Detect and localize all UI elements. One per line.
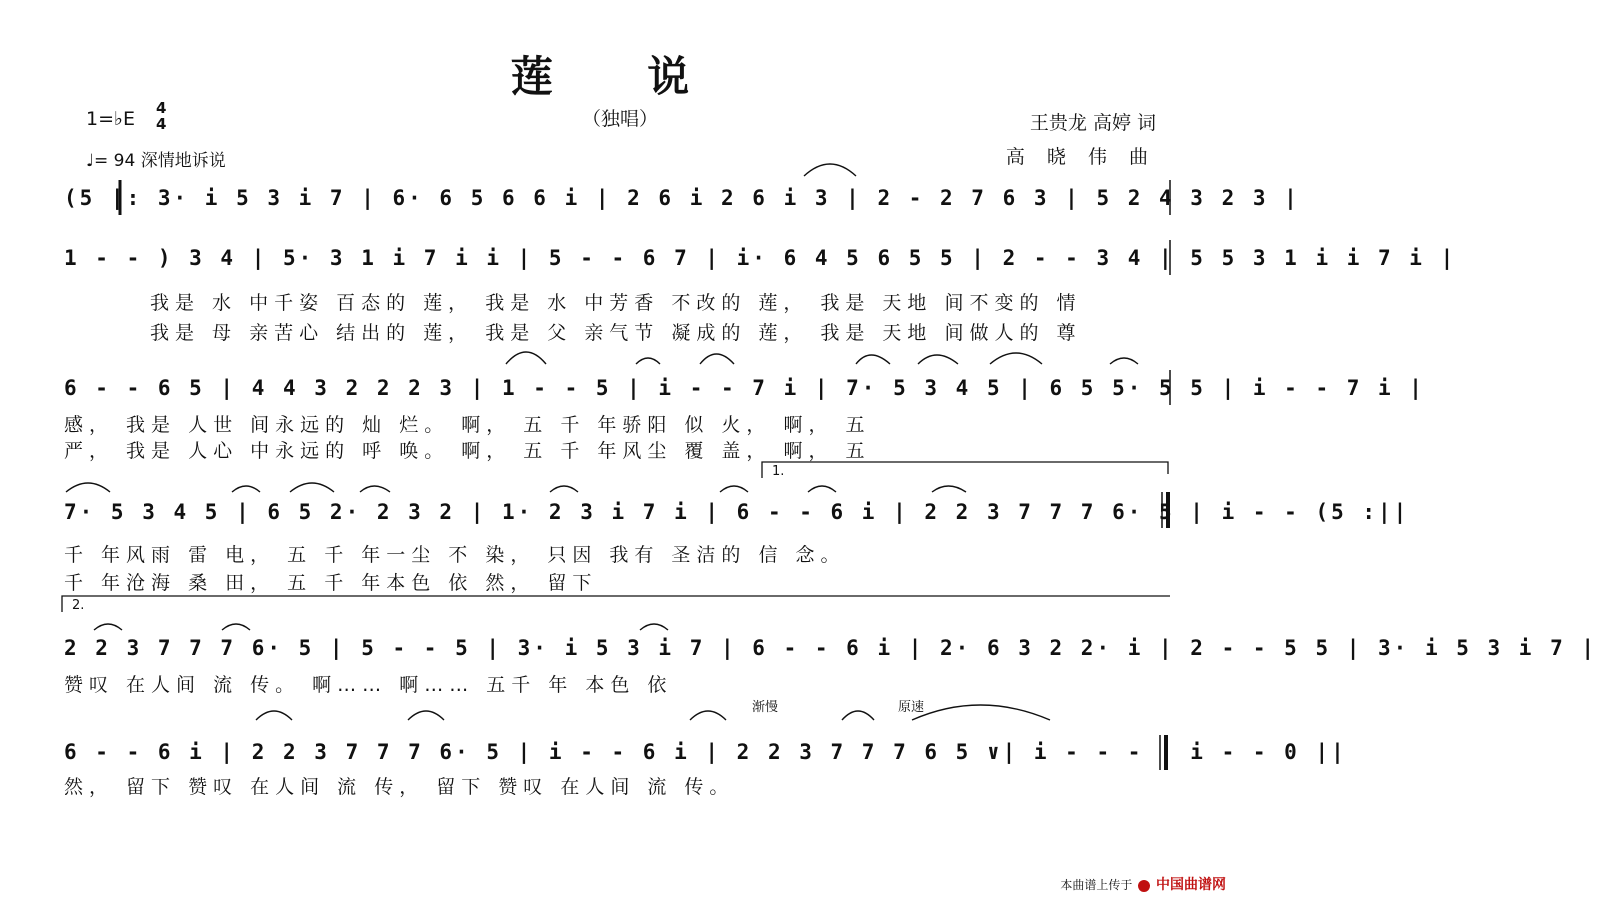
- volta-1-label: 1.: [772, 464, 785, 479]
- lyric-line-4a: 千 年风雨 雷 电， 五 千 年一尘 不 染， 只因 我有 圣洁的 信 念。: [64, 544, 846, 566]
- lyricist-credit: 王贵龙 高婷 词: [1029, 112, 1156, 134]
- lyric-line-4b: 千 年沧海 桑 田， 五 千 年本色 依 然， 留下: [64, 572, 598, 594]
- composer-credit: 高 晓 伟 曲: [1005, 146, 1156, 168]
- upload-credit: [1060, 874, 1226, 894]
- notation-system-6: 6 - - 6 i | 2 2 3 7 7 7 6· 5 | i - - 6 i | 2 2 3 7 7 7 6 5 ∨| i - - - | i - - 0 ||: [64, 740, 1347, 764]
- tempo-marking: ♩= 94 深情地诉说: [86, 151, 226, 171]
- volta-2-label: 2.: [72, 598, 85, 613]
- time-signature-bottom: 4: [156, 115, 167, 133]
- site-brand: 中国曲谱网: [1156, 877, 1226, 893]
- site-logo-icon: [1138, 880, 1150, 892]
- lyric-line-3b: 严， 我是 人心 中永远的 呼 唤。 啊， 五 千 年风尘 覆 盖， 啊， 五: [64, 440, 871, 462]
- song-title: 莲 说: [510, 52, 730, 101]
- lyric-line-5: 赞叹 在人间 流 传。 啊…… 啊…… 五千 年 本色 依: [64, 674, 673, 696]
- notation-system-4: 7· 5 3 4 5 | 6 5 2· 2 3 2 | 1· 2 3 i 7 i | 6 - - 6 i | 2 2 3 7 7 7 6· 5 | i - - (5 :||: [64, 500, 1410, 524]
- key-signature: 1=♭E: [86, 108, 135, 130]
- notation-system-3: 6 - - 6 5 | 4 4 3 2 2 2 3 | 1 - - 5 | i - - 7 i | 7· 5 3 4 5 | 6 5 5· 5 5 | i - - 7 i |: [64, 376, 1425, 400]
- lyric-line-6: 然， 留下 赞叹 在人间 流 传， 留下 赞叹 在人间 流 传。: [64, 776, 735, 798]
- lyric-line-2a: 我是 水 中千姿 百态的 莲， 我是 水 中芳香 不改的 莲， 我是 天地 间不变的 情: [150, 292, 1082, 314]
- notation-system-1: (5 |: 3· i 5 3 i 7 | 6· 6 5 6 6 i | 2 6 i 2 6 i 3 | 2 - 2 7 6 3 | 5 2 4 3 2 3 |: [64, 186, 1300, 210]
- tempo-change-a-tempo: 原速: [898, 700, 925, 715]
- tempo-change-ritardando: 渐慢: [752, 700, 779, 715]
- notation-system-5: 2 2 3 7 7 7 6· 5 | 5 - - 5 | 3· i 5 3 i 7 | 6 - - 6 i | 2· 6 3 2 2· i | 2 - - 5 5 | 3· i 5 3 i 7 |: [64, 636, 1597, 660]
- song-subtitle: （独唱）: [581, 108, 658, 130]
- upload-credit-prefix: 本曲谱上传于: [1060, 878, 1133, 892]
- lyric-line-2b: 我是 母 亲苦心 结出的 莲， 我是 父 亲气节 凝成的 莲， 我是 天地 间做人的 尊: [150, 322, 1082, 344]
- notation-system-2: 1 - - ) 3 4 | 5· 3 1 i 7 i i | 5 - - 6 7 | i· 6 4 5 6 5 5 | 2 - - 3 4 | 5 5 3 1 i i 7 i |: [64, 246, 1457, 270]
- time-signature-top: 4: [156, 99, 167, 117]
- lyric-line-3a: 感， 我是 人世 间永远的 灿 烂。 啊， 五 千 年骄阳 似 火， 啊， 五: [64, 414, 871, 436]
